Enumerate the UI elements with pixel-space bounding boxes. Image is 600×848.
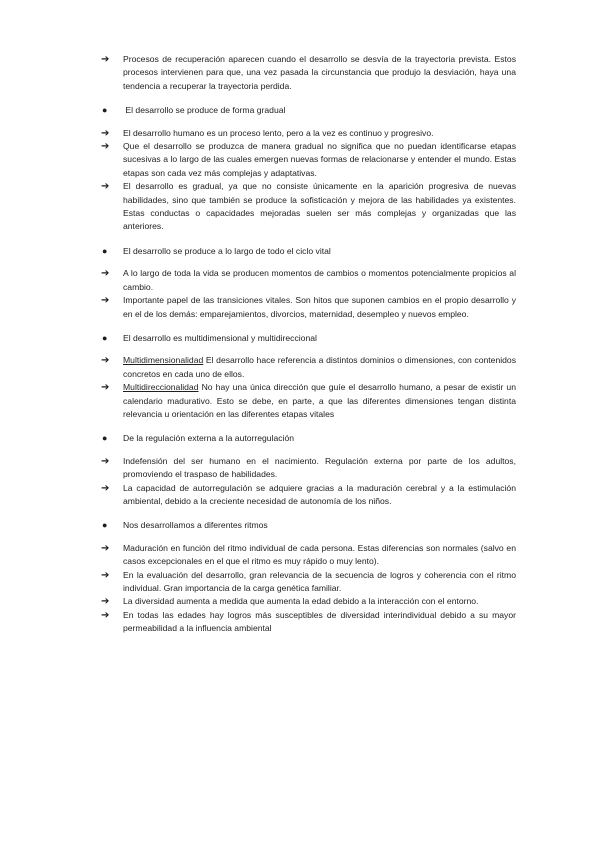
bullet-dot-icon: ● <box>102 433 108 444</box>
section-heading: ● El desarrollo es multidimensional y multidireccional <box>101 332 516 345</box>
arrow-icon: ➔ <box>101 609 110 621</box>
term-multidimensionalidad: Multidimensionalidad <box>123 355 204 366</box>
list-item: ➔ Maduración en función del ritmo individual de cada persona. Estas diferencias son normales (salvo en casos excepcionales en el que el ritmo es muy rápido o muy lento). <box>101 542 516 567</box>
arrow-icon: ➔ <box>101 569 110 581</box>
list-item: ➔ El desarrollo humano es un proceso lento, pero a la vez es continuo y progresivo. <box>101 127 434 139</box>
list-item: ➔ Multidireccionalidad No hay una única dirección que guíe el desarrollo humano, a pesar de existir un calendario madurativo. Esto se debe, en parte, a que las diferentes dimensiones tengan distinta relevancia u orientación en las diferentes etapas vitales <box>101 382 516 419</box>
arrow-icon: ➔ <box>101 181 110 193</box>
section-heading: ● De la regulación externa a la autorregulación <box>101 432 516 445</box>
list-item: ➔ A lo largo de toda la vida se producen momentos de cambios o momentos potencialmente propicios al cambio. <box>101 268 516 292</box>
arrow-icon: ➔ <box>101 295 110 307</box>
arrow-icon: ➔ <box>101 355 110 367</box>
arrow-icon: ➔ <box>101 482 110 494</box>
section-heading: ● El desarrollo se produce a lo largo de todo el ciclo vital <box>101 245 516 258</box>
arrow-icon: ➔ <box>101 268 110 280</box>
section-ritmos <box>101 519 516 635</box>
list-item: ➔ Procesos de recuperación aparecen cuando el desarrollo se desvía de la trayectoria prevista. Estos procesos intervienen para que, una vez pasada la circunstancia que produjo la desviación, haya una tendencia a recuperar la trayectoria perdida. <box>101 54 516 91</box>
section-autorregulacion <box>101 432 516 508</box>
arrow-icon: ➔ <box>101 382 110 394</box>
arrow-icon: ➔ <box>101 455 110 467</box>
section-gradual <box>101 104 516 234</box>
list-item: ➔ En la evaluación del desarrollo, gran relevancia de la secuencia de logros y coherencia con el ritmo individual. Gran importancia de la carga genética familiar. <box>101 569 516 593</box>
arrow-icon: ➔ <box>101 542 110 554</box>
section-heading: ● Nos desarrollamos a diferentes ritmos <box>101 519 516 532</box>
bullet-dot-icon: ● <box>102 520 108 531</box>
list-item: ➔ Indefensión del ser humano en el nacimiento. Regulación externa por parte de los adultos, promoviendo el traspaso de habilidades. <box>101 455 516 480</box>
section-multidimensional <box>101 332 516 421</box>
list-item: ➔ Que el desarrollo se produzca de manera gradual no significa que no puedan identificarse etapas sucesivas a lo largo de las cuales emergen nuevas formas de relacionarse y entender el mundo. Estas etapas son cada vez más complejas y adaptativas. <box>101 141 516 178</box>
arrow-icon: ➔ <box>101 141 110 153</box>
bullet-dot-icon: ● <box>102 105 108 116</box>
list-item: ➔ El desarrollo es gradual, ya que no consiste únicamente en la aparición progresiva de nuevas habilidades, sino que también se produce la sofisticación y mejora de las habilidades ya existentes. Estas conductas o capacidades mejoradas suelen ser más complejas y organizadas que las anteriores. <box>101 181 516 232</box>
section-ciclo-vital <box>101 245 516 321</box>
intro-section <box>101 53 516 93</box>
arrow-icon: ➔ <box>101 596 110 608</box>
term-multidireccionalidad: Multidireccionalidad <box>123 382 199 393</box>
list-item: ➔ Multidimensionalidad El desarrollo hace referencia a distintos dominios o dimensiones, con contenidos concretos en cada uno de ellos. <box>101 355 516 379</box>
list-item: ➔ En todas las edades hay logros más susceptibles de diversidad interindividual debido a su mayor permeabilidad a la influencia ambiental <box>101 609 516 634</box>
list-item: ➔ La diversidad aumenta a medida que aumenta la edad debido a la interacción con el entorno. <box>101 596 479 608</box>
section-heading: ● El desarrollo se produce de forma gradual <box>101 104 516 117</box>
arrow-icon: ➔ <box>101 127 110 139</box>
bullet-dot-icon: ● <box>102 245 108 256</box>
bullet-dot-icon: ● <box>102 332 108 343</box>
list-item: ➔ Importante papel de las transiciones vitales. Son hitos que suponen cambios en el propio desarrollo y en el de los demás: emparejamientos, divorcios, maternidad, desempleo y nuevos empleo. <box>101 295 516 319</box>
list-item: ➔ La capacidad de autorregulación se adquiere gracias a la maduración cerebral y a la estimulación ambiental, debido a la creciente necesidad de autonomía de los niños. <box>101 482 516 506</box>
arrow-icon: ➔ <box>101 54 110 65</box>
